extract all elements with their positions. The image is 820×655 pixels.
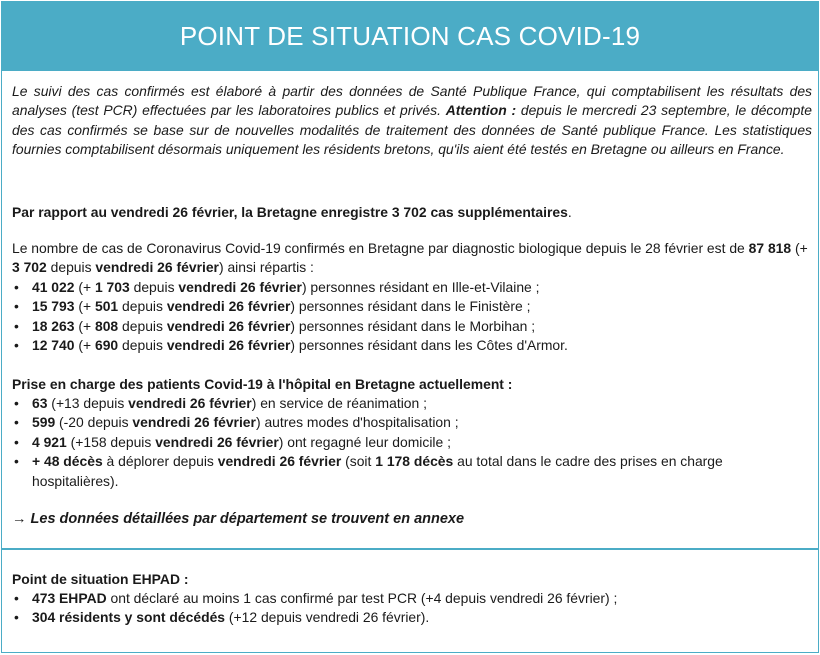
lead-text: Par rapport au vendredi 26 février, la Bretagne enregistre 3 702 cas supplémentaires bbox=[12, 204, 568, 220]
hospital-text: (-20 depuis bbox=[55, 414, 133, 431]
intro-text-1: Le suivi des cas confirmés est élaboré à partir des données de Santé Publique France, qui comptabilisent les résultats des analyses (test PCR) effectuées par les laboratoires publics et privés. bbox=[12, 83, 812, 119]
ehpad-heading bbox=[12, 570, 812, 589]
hospital-value: 4 921 bbox=[32, 433, 67, 450]
department-text: ) personnes résidant dans le Finistère ; bbox=[290, 298, 531, 315]
department-date: vendredi 26 février bbox=[166, 317, 291, 334]
list-item bbox=[12, 452, 812, 491]
ehpad-title: Point de situation EHPAD : bbox=[12, 571, 189, 587]
hospital-text: ) ont regagné leur domicile ; bbox=[278, 433, 451, 450]
department-text: depuis bbox=[118, 298, 167, 315]
hospital-date: vendredi 26 février bbox=[128, 395, 252, 411]
department-date: vendredi 26 février bbox=[178, 279, 302, 295]
deaths-text: (soit bbox=[341, 453, 376, 470]
ehpad-deaths: 304 résidents y sont décédés bbox=[32, 609, 226, 626]
department-delta: 1 703 bbox=[94, 279, 130, 295]
department-text: (+ bbox=[74, 337, 95, 354]
department-date: vendredi 26 février bbox=[166, 337, 291, 354]
document-header bbox=[1, 1, 819, 71]
lead-paragraph bbox=[12, 203, 812, 222]
cases-total: 87 818 bbox=[748, 240, 792, 256]
hospital-text: ) autres modes d'hospitalisation ; bbox=[255, 414, 459, 431]
department-count: 12 740 bbox=[32, 337, 75, 354]
hospital-value: 599 bbox=[32, 414, 56, 431]
hospital-heading bbox=[12, 375, 812, 394]
main-section bbox=[1, 71, 819, 549]
department-text: (+ bbox=[74, 298, 95, 315]
list-item bbox=[12, 297, 812, 316]
department-count: 15 793 bbox=[32, 298, 75, 315]
departments-list bbox=[12, 278, 812, 356]
ehpad-text: ont déclaré au moins 1 cas confirmé par test PCR (+4 depuis vendredi 26 février) ; bbox=[106, 590, 618, 606]
deaths-text: à déplorer depuis bbox=[102, 453, 218, 470]
department-text: (+ bbox=[74, 279, 95, 295]
ehpad-section bbox=[1, 549, 819, 653]
department-date: vendredi 26 février bbox=[166, 298, 291, 315]
attention-label: Attention : bbox=[445, 102, 517, 119]
deaths-date: vendredi 26 février bbox=[217, 453, 342, 470]
intro-text-2: depuis le mercredi 23 septembre, le décompte des cas confirmés se base sur de nouvelles modalités de traitement des données de Santé publique France. Les statistiques fournies comptabilisent désormais uniquement les résidents bretons, qu'ils aient été testés en Bretagne ou ailleurs en France. bbox=[12, 102, 812, 158]
department-text: depuis bbox=[118, 337, 167, 354]
cases-paragraph bbox=[12, 239, 812, 278]
deaths-text: au total dans le cadre des prises en charge hospitalières). bbox=[32, 453, 723, 489]
list-item bbox=[12, 317, 812, 336]
deaths-total: 1 178 décès bbox=[375, 453, 454, 470]
list-item bbox=[12, 433, 812, 452]
department-count: 18 263 bbox=[32, 317, 75, 334]
cases-delta: 3 702 bbox=[12, 259, 47, 276]
document-title: POINT DE SITUATION CAS COVID-19 bbox=[179, 20, 641, 51]
list-item bbox=[12, 278, 812, 297]
cases-text-2: (+ bbox=[791, 240, 808, 256]
cases-text-3: depuis bbox=[46, 259, 96, 276]
hospital-date: vendredi 26 février bbox=[155, 433, 279, 450]
department-text: depuis bbox=[129, 279, 179, 295]
hospital-list bbox=[12, 394, 812, 491]
list-item bbox=[12, 413, 812, 432]
list-item bbox=[12, 589, 812, 608]
annex-note: → Les données détaillées par département se trouvent en annexe bbox=[12, 511, 465, 527]
cases-date: vendredi 26 février bbox=[95, 259, 219, 276]
lead-end: . bbox=[567, 204, 572, 220]
department-count: 41 022 bbox=[32, 279, 75, 295]
document-page bbox=[1, 1, 819, 653]
department-delta: 808 bbox=[94, 317, 119, 334]
hospital-title: Prise en charge des patients Covid-19 à l'hôpital en Bretagne actuellement : bbox=[12, 376, 513, 392]
hospital-text: (+158 depuis bbox=[66, 433, 156, 450]
ehpad-text: (+12 depuis vendredi 26 février). bbox=[225, 609, 430, 626]
ehpad-list bbox=[12, 589, 812, 628]
intro-paragraph bbox=[12, 82, 812, 160]
cases-text-4: ) ainsi répartis : bbox=[218, 259, 314, 276]
department-text: ) personnes résidant en Ille-et-Vilaine ; bbox=[301, 279, 540, 295]
department-text: ) personnes résidant dans les Côtes d'Armor. bbox=[290, 337, 568, 354]
ehpad-count: 473 EHPAD bbox=[32, 590, 107, 606]
list-item bbox=[12, 394, 812, 413]
cases-text-1: Le nombre de cas de Coronavirus Covid-19 confirmés en Bretagne par diagnostic biologique depuis le 28 février est de bbox=[12, 240, 749, 256]
hospital-text: ) en service de réanimation ; bbox=[251, 395, 427, 411]
department-text: depuis bbox=[118, 317, 167, 334]
hospital-value: 63 bbox=[32, 395, 48, 411]
department-delta: 690 bbox=[94, 337, 119, 354]
hospital-text: (+13 depuis bbox=[47, 395, 129, 411]
hospital-date: vendredi 26 février bbox=[132, 414, 256, 431]
department-delta: 501 bbox=[94, 298, 119, 315]
department-text: ) personnes résidant dans le Morbihan ; bbox=[290, 317, 536, 334]
deaths-value: + 48 décès bbox=[32, 453, 103, 470]
list-item bbox=[12, 336, 812, 355]
list-item bbox=[12, 608, 812, 627]
department-text: (+ bbox=[74, 317, 95, 334]
